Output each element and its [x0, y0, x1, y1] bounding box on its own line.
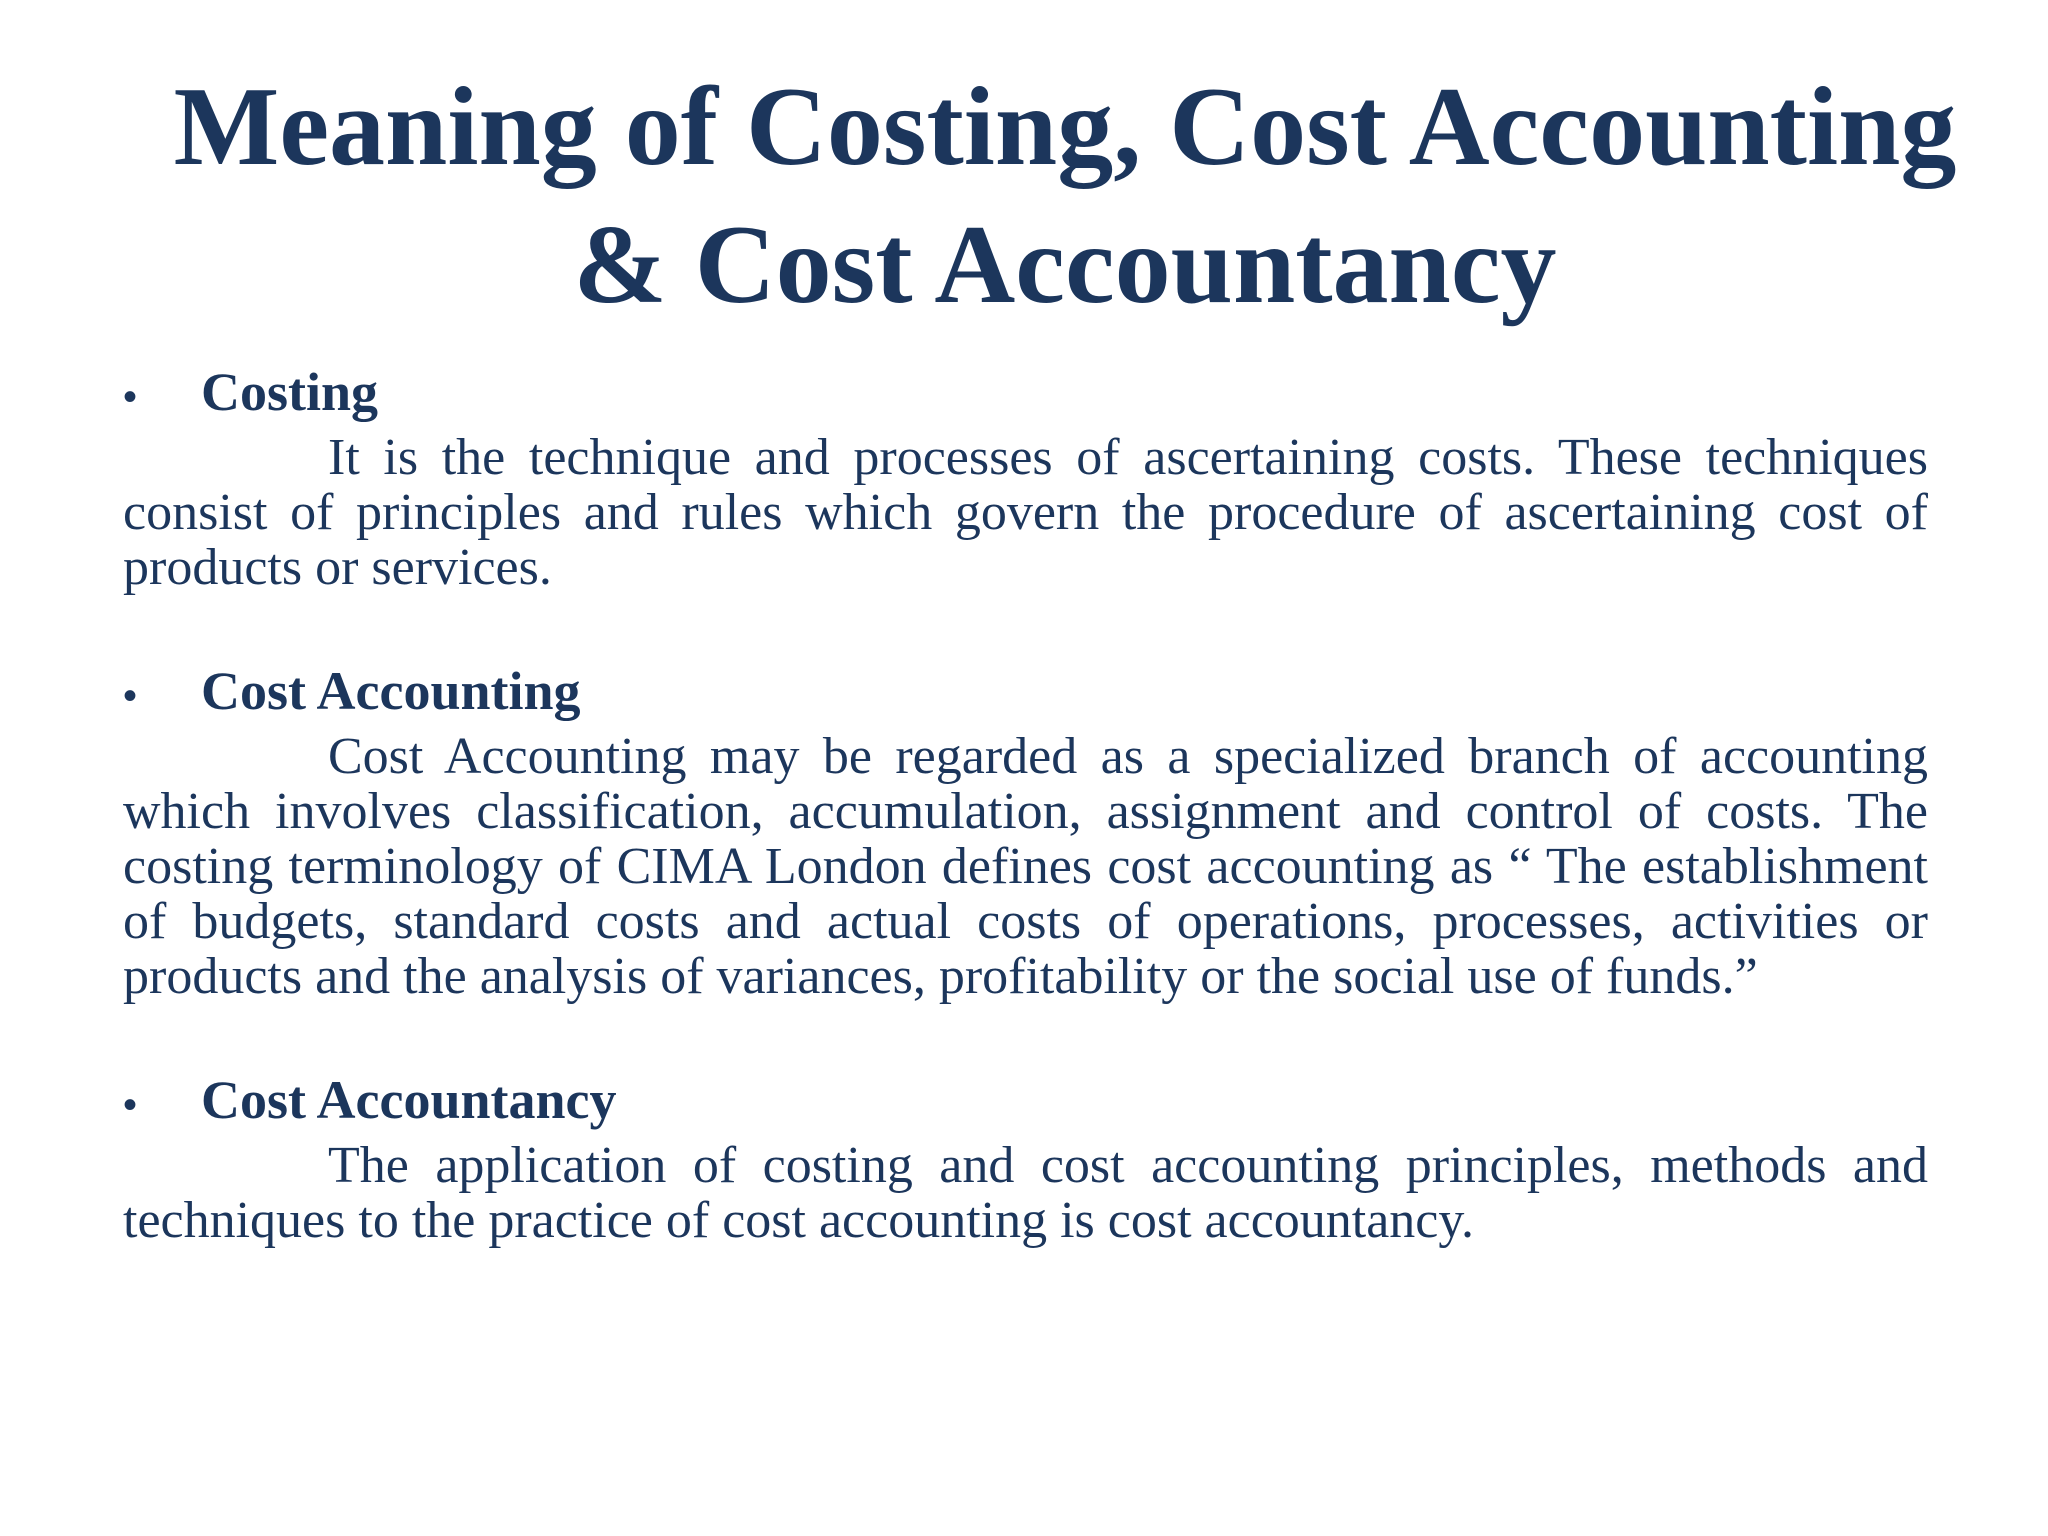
section-cost-accountancy: [123, 1070, 1928, 1248]
heading-cost-accounting: Cost Accounting: [201, 661, 581, 721]
bullet-dot-icon: •: [123, 375, 138, 419]
heading-cost-accountancy: Cost Accountancy: [201, 1070, 617, 1130]
bullet-row-cost-accountancy: [123, 1070, 1928, 1138]
bullet-list: [123, 362, 1928, 1248]
slide-title-line-2: & Cost Accountancy: [573, 203, 1557, 327]
heading-costing: Costing: [201, 362, 379, 422]
section-costing: [123, 362, 1928, 595]
definition-costing: It is the technique and processes of ascertaining costs. These techniques consist of principles and rules which govern the procedure of ascertaining cost of products or services.: [123, 429, 1928, 596]
slide-title-line-1: Meaning of Costing, Cost Accounting: [173, 65, 1957, 189]
slide-title: [100, 58, 2030, 334]
bullet-dot-icon: •: [123, 674, 138, 718]
definition-cost-accountancy: The application of costing and cost accounting principles, methods and techniques to the practice of cost accounting is cost accountancy.: [123, 1137, 1928, 1249]
bullet-row-costing: [123, 362, 1928, 430]
section-cost-accounting: [123, 661, 1928, 1004]
definition-cost-accounting: Cost Accounting may be regarded as a specialized branch of accounting which involves classification, accumulation, assignment and control of costs. The costing terminology of CIMA London defines cost accounting as “ The establishment of budgets, standard costs and actual costs of operations, processes, activities or products and the analysis of variances, profitability or the social use of funds.”: [123, 728, 1928, 1005]
bullet-row-cost-accounting: [123, 661, 1928, 729]
bullet-dot-icon: •: [123, 1083, 138, 1127]
